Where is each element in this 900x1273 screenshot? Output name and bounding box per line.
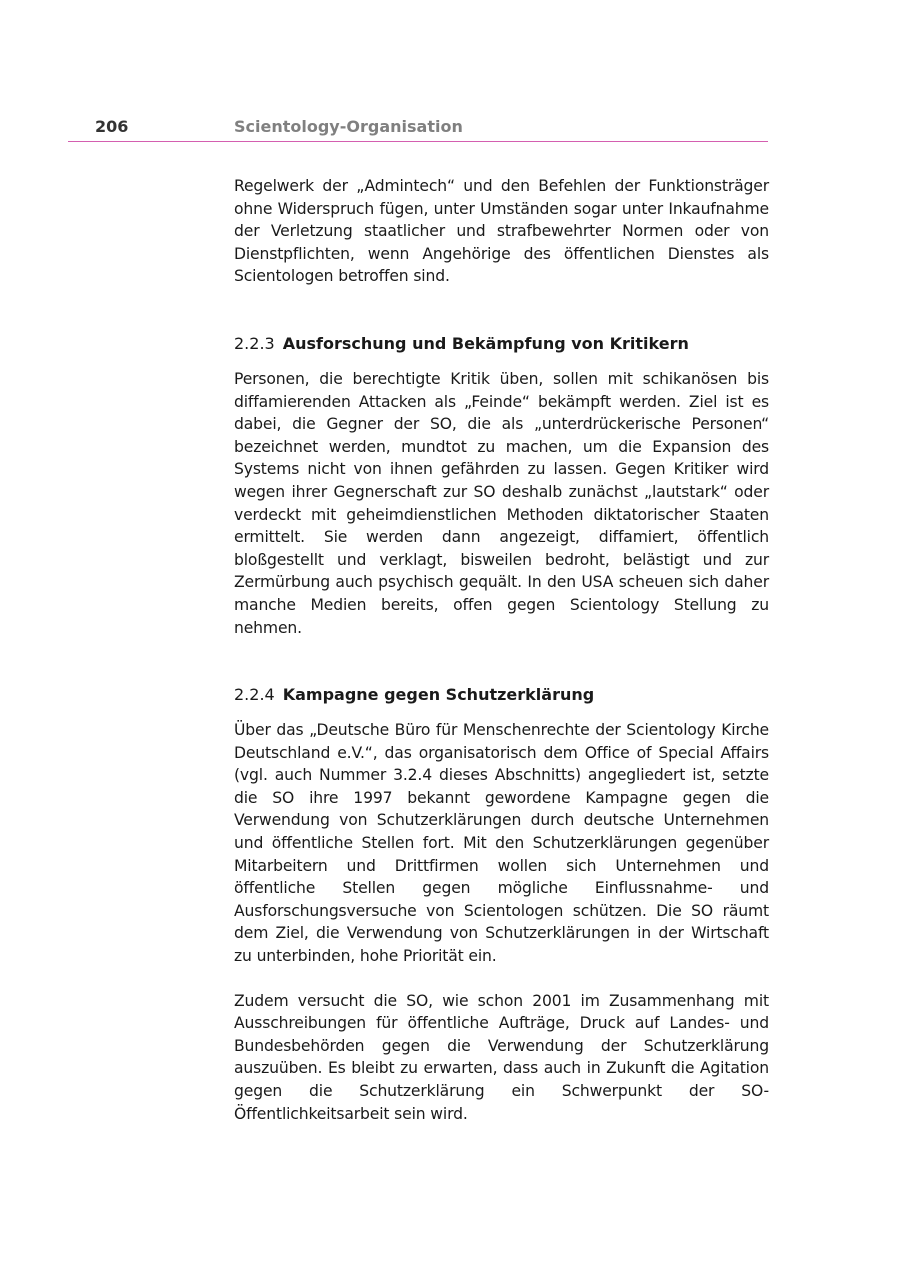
section-number: 2.2.3 bbox=[234, 333, 275, 353]
header-divider bbox=[68, 141, 768, 142]
section-paragraph: Über das „Deutsche Büro für Menschenrechte der Scientology Kirche Deutschland e.V.“, das organisatorisch dem Office of Special Affairs (vgl. auch Nummer 3.2.4 dieses Abschnitts) angegliedert ist, setzte die SO ihre 1997 bekannt gewordene Kampagne gegen die Verwendung von Schutzerklärungen durch deutsche Unternehmen und öffentliche Stellen fort. Mit den Schutzerklärungen gegenüber Mitarbeitern und Drittfirmen wollen sich Unternehmen und öffentliche Stellen gegen mögliche Einflussnahme- und Ausforschungsversuche von Scientologen schützen. Die SO räumt dem Ziel, die Verwendung von Schutzerklärungen in der Wirtschaft zu unterbinden, hohe Priorität ein. bbox=[234, 721, 769, 966]
page-number: 206 bbox=[95, 117, 129, 136]
body-column bbox=[234, 175, 769, 1125]
section-title: Kampagne gegen Schutzerklärung bbox=[282, 685, 595, 705]
section-heading-2-2-4 bbox=[234, 683, 769, 707]
section-number: 2.2.4 bbox=[234, 685, 275, 705]
running-header-title: Scientology-Organisation bbox=[234, 117, 463, 136]
section-paragraph: Personen, die berechtigte Kritik üben, sollen mit schikanösen bis diffamierenden Attacken als „Feinde“ bekämpft werden. Ziel ist es dabei, die Gegner der SO, die als „unterdrückerische Personen“ bezeichnet werden, mundtot zu machen, um die Expansion des Systems nicht von ihnen gefährden zu lassen. Gegen Kritiker wird wegen ihrer Gegnerschaft zur SO deshalb zunächst „lautstark“ oder verdeckt mit geheimdienstlichen Methoden diktatorischer Staaten ermittelt. Sie werden dann angezeigt, diffamiert, öffentlich bloßgestellt und verklagt, bisweilen bedroht, belästigt und zur Zermürbung auch psychisch gequält. In den USA scheuen sich daher manche Medien bereits, offen gegen Scientology Stellung zu nehmen. bbox=[234, 369, 769, 637]
section-title: Ausforschung und Bekämpfung von Kritikern bbox=[282, 333, 689, 353]
section-heading-2-2-3 bbox=[234, 332, 769, 356]
intro-paragraph: Regelwerk der „Admintech“ und den Befehlen der Funktionsträger ohne Widerspruch fügen, unter Umständen sogar unter Inkaufnahme der Verletzung staatlicher und strafbewehrter Normen oder von Dienstpflichten, wenn Angehörige des öffentlichen Dienstes als Scientologen betroffen sind. bbox=[234, 177, 769, 286]
section-paragraph: Zudem versucht die SO, wie schon 2001 im Zusammenhang mit Ausschreibungen für öffentliche Aufträge, Druck auf Landes- und Bundesbehörden gegen die Verwendung der Schutzerklärung auszuüben. Es bleibt zu erwarten, dass auch in Zukunft die Agitation gegen die Schutzerklärung ein Schwerpunkt der SO-Öffentlichkeitsarbeit sein wird. bbox=[234, 991, 769, 1123]
